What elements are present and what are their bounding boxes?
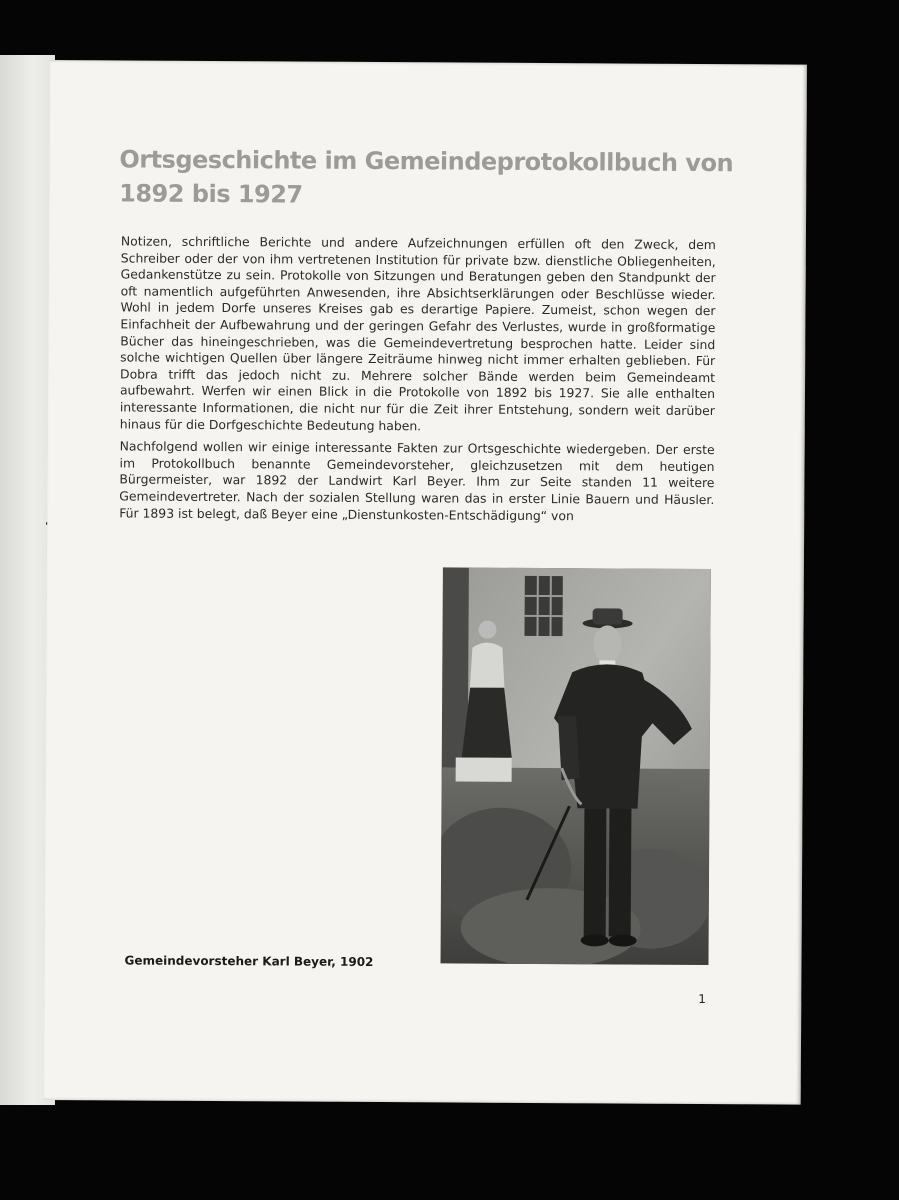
article-body: [119, 233, 716, 531]
page-number: 1: [698, 991, 706, 1007]
paragraph: Nachfolgend wollen wir einige interessante Fakten zur Ortsgeschichte wiedergeben. Der erste im Protokollbuch benannte Gemeindevorsteher, gleichzusetzen mit dem heutigen Bürgermeister, war 1892 der Landwirt Karl Beyer. Ihm zur Seite standen 11 weitere Gemeindevertreter. Nach der sozialen Stellung waren das in erster Linie Bauern und Häusler. Für 1893 ist belegt, daß Beyer eine „Dienstunkosten-Entschädigung“ von: [119, 438, 715, 523]
document-page: [44, 60, 807, 1105]
photo-caption: Gemeindevorsteher Karl Beyer, 1902: [124, 953, 374, 969]
page-title: Ortsgeschichte im Gemeindeprotokollbuch von 1892 bis 1927: [119, 145, 734, 209]
portrait-photo: [440, 567, 710, 965]
portrait-photo-image: [440, 567, 710, 965]
paragraph: Notizen, schriftliche Berichte und andere Aufzeichnungen erfüllen oft den Zweck, dem Schreiber oder der von ihm vertretenen Institution für private bzw. dienstliche Obliegenheiten, Gedankenstütze zu sein. Protokolle von Sitzungen und Beratungen geben den Standpunkt der oft namentlich aufgeführten Anwesenden, ihre Absichtserklärungen oder Beschlüsse wieder. Wohl in jedem Dorfe unseres Kreises gab es derartige Papiere. Zumeist, schon wegen der Einfachheit der Aufbewahrung und der geringen Gefahr des Verlustes, wurde in großformatige Bücher das hineingeschrieben, was die Gemeindevertretung besprochen hatte. Leider sind solche wichtigen Quellen über längere Zeiträume hinweg nicht immer erhalten geblieben. Für Dobra trifft das jedoch nicht zu. Mehrere solcher Bände werden beim Gemeindeamt aufbewahrt. Werfen wir einen Blick in die Protokolle von 1892 bis 1927. Sie alle enthalten interessante Informationen, die nicht nur für die Zeit ihrer Entstehung, sondern weit darüber hinaus für die Dorfgeschichte Bedeutung haben.: [119, 233, 716, 433]
